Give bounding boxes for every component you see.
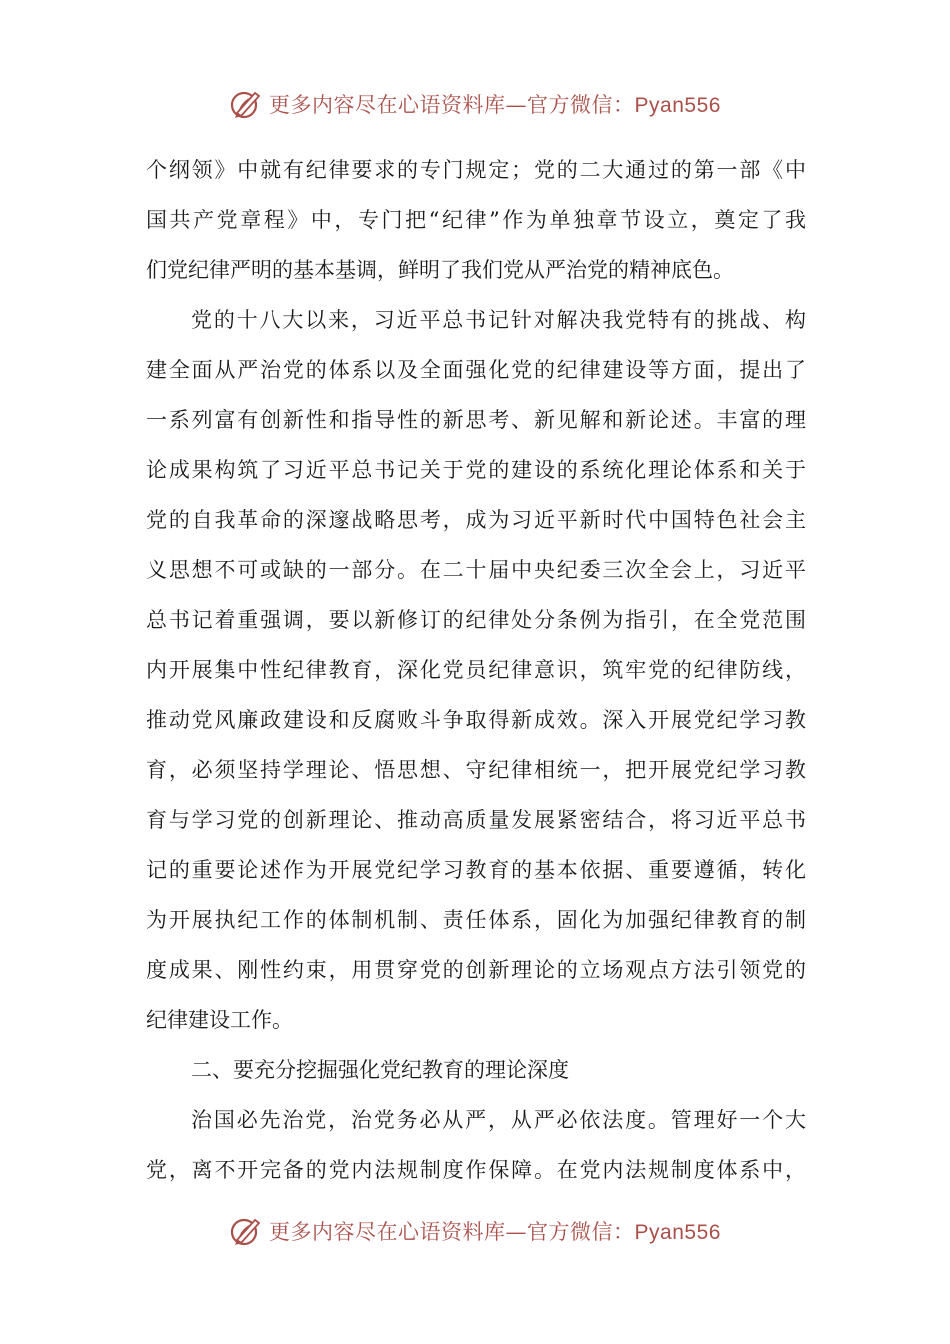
body-line: 个纲领》中就有纪律要求的专门规定；党的二大通过的第一部《中 [146,158,806,182]
body-line: 总书记着重强调，要以新修订的纪律处分条例为指引，在全党范围 [146,608,806,632]
body-line: 论成果构筑了习近平总书记关于党的建设的系统化理论体系和关于 [146,458,806,482]
body-line: 育与学习党的创新理论、推动高质量发展紧密结合，将习近平总书 [146,808,806,832]
pen-logo-icon [229,87,263,121]
body-line: 纪律建设工作。 [146,1008,293,1032]
footer-watermark [0,1211,950,1251]
watermark-text [269,89,721,119]
document-body [146,145,806,1195]
watermark-wechat-id: Pyan556 [634,1221,721,1244]
watermark-text [269,1216,721,1246]
body-line: 们党纪律严明的基本基调，鲜明了我们党从严治党的精神底色。 [146,258,734,282]
body-line: 一系列富有创新性和指导性的新思考、新见解和新论述。丰富的理 [146,408,806,432]
pen-logo-icon [229,1214,263,1248]
body-line: 义思想不可或缺的一部分。在二十届中央纪委三次全会上，习近平 [146,558,806,582]
body-line: 内开展集中性纪律教育，深化党员纪律意识，筑牢党的纪律防线， [146,658,806,682]
body-line: 党，离不开完备的党内法规制度作保障。在党内法规制度体系中， [146,1158,806,1182]
watermark-label: 更多内容尽在心语资料库—官方微信： [269,93,635,117]
body-line: 党的自我革命的深邃战略思考，成为习近平新时代中国特色社会主 [146,508,806,532]
body-line: 育，必须坚持学理论、悟思想、守纪律相统一，把开展党纪学习教 [146,758,806,782]
body-line: 国共产党章程》中，专门把“纪律”作为单独章节设立，奠定了我 [146,208,806,232]
body-line: 建全面从严治党的体系以及全面强化党的纪律建设等方面，提出了 [146,358,806,382]
section-heading: 二、要充分挖掘强化党纪教育的理论深度 [191,1058,569,1082]
watermark-label: 更多内容尽在心语资料库—官方微信： [269,1220,635,1244]
body-line: 党的十八大以来，习近平总书记针对解决我党特有的挑战、构 [191,308,806,332]
header-watermark [0,84,950,124]
body-line: 度成果、刚性约束，用贯穿党的创新理论的立场观点方法引领党的 [146,958,806,982]
body-line: 治国必先治党，治党务必从严，从严必依法度。管理好一个大 [191,1108,806,1132]
body-line: 为开展执纪工作的体制机制、责任体系，固化为加强纪律教育的制 [146,908,806,932]
body-line: 记的重要论述作为开展党纪学习教育的基本依据、重要遵循，转化 [146,858,806,882]
watermark-wechat-id: Pyan556 [634,94,721,117]
body-line: 推动党风廉政建设和反腐败斗争取得新成效。深入开展党纪学习教 [146,708,806,732]
